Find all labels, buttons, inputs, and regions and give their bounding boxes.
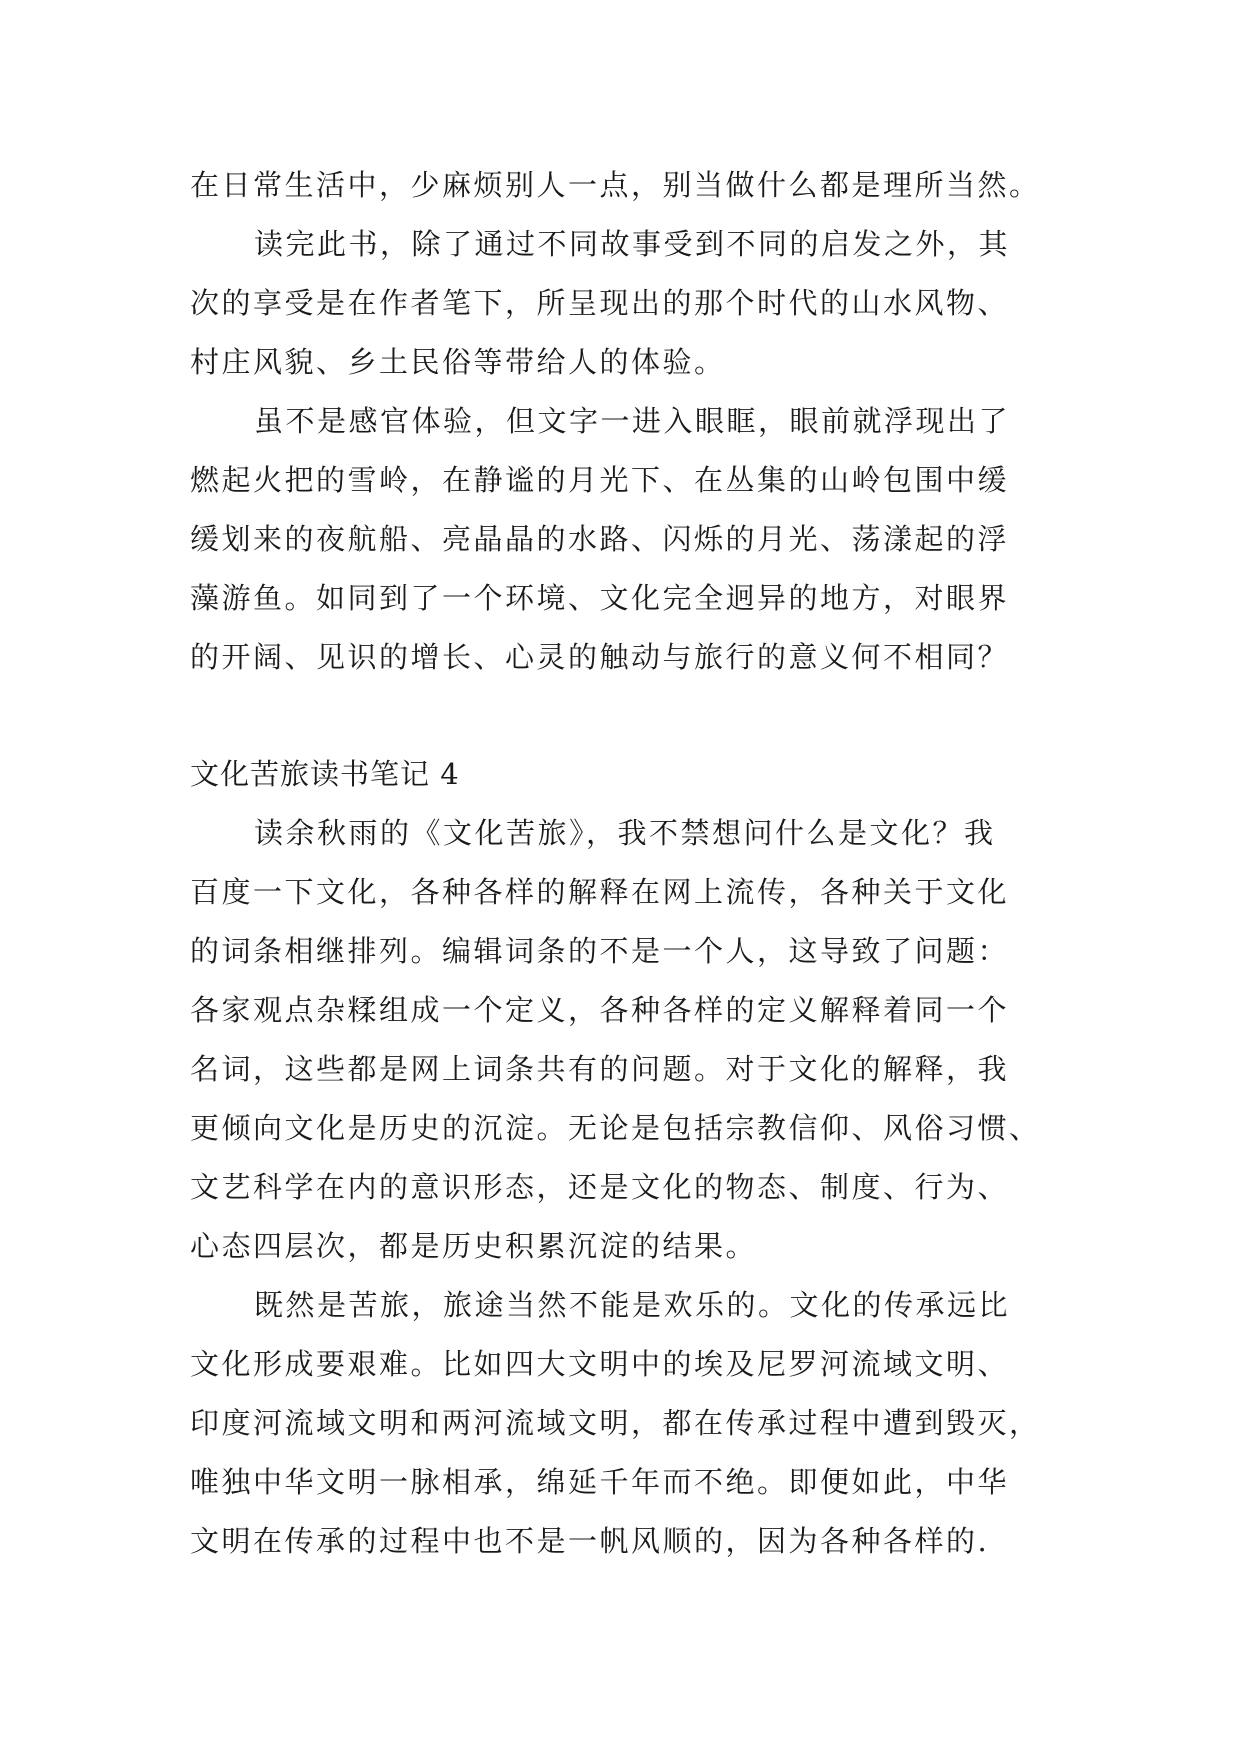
paragraph-line: 的词条相继排列。编辑词条的不是一个人，这导致了问题： <box>190 934 1010 968</box>
section-heading: 文化苦旅读书笔记 4 <box>190 757 460 791</box>
paragraph-line: 各家观点杂糅组成一个定义，各种各样的定义解释着同一个 <box>190 993 1010 1027</box>
paragraph-line: 次的享受是在作者笔下，所呈现出的那个时代的山水风物、 <box>190 286 1010 320</box>
paragraph-line: 更倾向文化是历史的沉淀。无论是包括宗教信仰、风俗习惯、 <box>190 1111 1041 1145</box>
paragraph-line: 读余秋雨的《文化苦旅》，我不禁想问什么是文化？我 <box>254 816 996 850</box>
paragraph-line: 文艺科学在内的意识形态，还是文化的物态、制度、行为、 <box>190 1170 1010 1204</box>
paragraph-line: 缓划来的夜航船、亮晶晶的水路、闪烁的月光、荡漾起的浮 <box>190 522 1010 556</box>
paragraph-line: 既然是苦旅，旅途当然不能是欢乐的。文化的传承远比 <box>254 1288 1011 1322</box>
paragraph-line: 在日常生活中，少麻烦别人一点，别当做什么都是理所当然。 <box>190 168 1041 202</box>
section-gap <box>190 687 1070 745</box>
paragraph-line: 的开阔、见识的增长、心灵的触动与旅行的意义何不相同？ <box>190 640 1010 674</box>
paragraph-line: 百度一下文化，各种各样的解释在网上流传，各种关于文化 <box>190 875 1010 909</box>
paragraph-line: 村庄风貌、乡土民俗等带给人的体验。 <box>190 345 726 379</box>
paragraph-line: 虽不是感官体验，但文字一进入眼眶，眼前就浮现出了 <box>254 404 1011 438</box>
paragraph-line: 心态四层次，都是历史积累沉淀的结果。 <box>190 1229 758 1263</box>
paragraph-line: 印度河流域文明和两河流域文明，都在传承过程中遭到毁灭， <box>190 1406 1041 1440</box>
paragraph-line: 文化形成要艰难。比如四大文明中的埃及尼罗河流域文明、 <box>190 1347 1010 1381</box>
paragraph-line: 唯独中华文明一脉相承，绵延千年而不绝。即便如此，中华 <box>190 1465 1010 1499</box>
paragraph-line: 燃起火把的雪岭，在静谧的月光下、在丛集的山岭包围中缓 <box>190 463 1010 497</box>
paragraph-line: 文明在传承的过程中也不是一帆风顺的，因为各种各样的. <box>190 1524 990 1558</box>
paragraph-line: 读完此书，除了通过不同故事受到不同的启发之外，其 <box>254 227 1011 261</box>
paragraph-line: 藻游鱼。如同到了一个环境、文化完全迥异的地方，对眼界 <box>190 581 1010 615</box>
paragraph-line: 名词，这些都是网上词条共有的问题。对于文化的解释，我 <box>190 1052 1010 1086</box>
document-page <box>190 156 1070 1571</box>
